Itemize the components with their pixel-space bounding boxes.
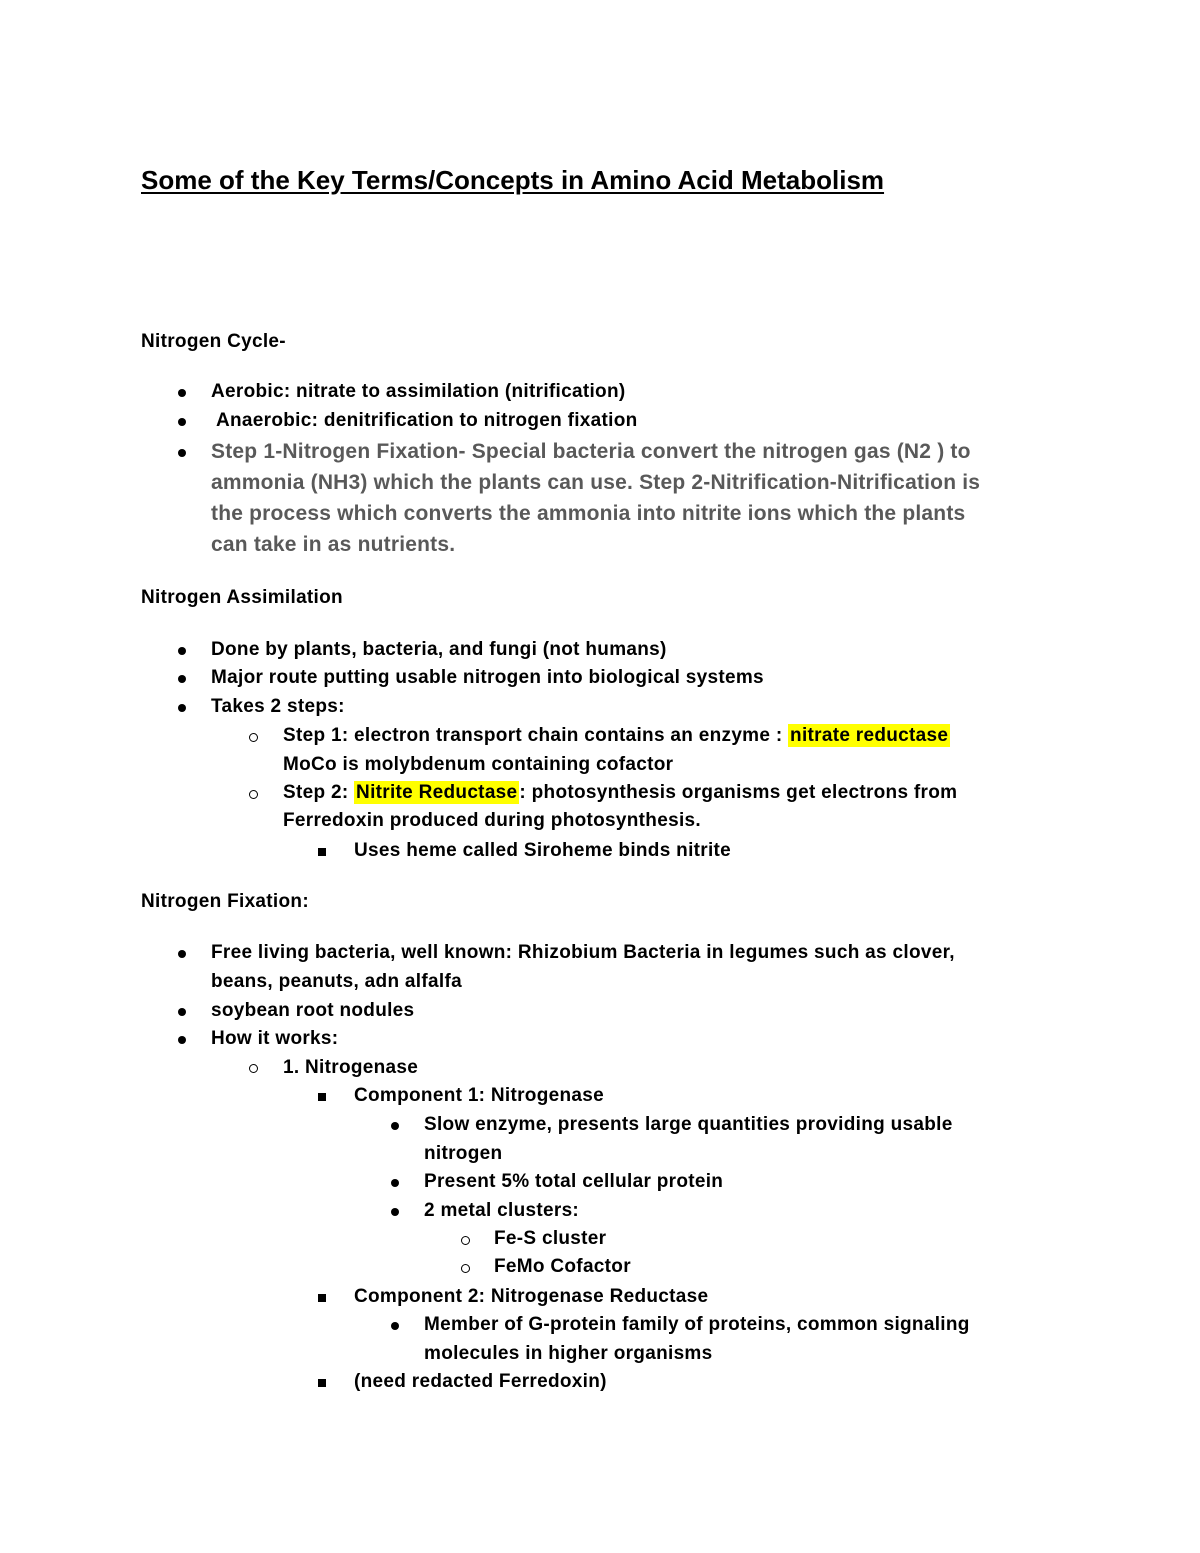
list-item-g-protein: Member of G-protein family of proteins, common signaling xyxy=(424,1314,970,1335)
list-item-component-2: Component 2: Nitrogenase Reductase xyxy=(354,1286,709,1307)
bullet-circle-icon xyxy=(249,733,258,742)
list-item-ferredoxin: (need redacted Ferredoxin) xyxy=(354,1371,607,1392)
list-item-slow-enzyme-line-2: nitrogen xyxy=(424,1143,503,1164)
list-item-major-route: Major route putting usable nitrogen into biological systems xyxy=(211,667,764,688)
list-item-step-1-line-2: MoCo is molybdenum containing cofactor xyxy=(283,754,674,775)
document-title: Some of the Key Terms/Concepts in Amino Acid Metabolism xyxy=(141,165,885,195)
list-item-present: Present 5% total cellular protein xyxy=(424,1171,724,1192)
list-item-g-protein-line-2: molecules in higher organisms xyxy=(424,1343,713,1364)
list-item-free-living-line-2: beans, peanuts, adn alfalfa xyxy=(211,971,462,992)
bullet-square-icon xyxy=(318,1294,326,1302)
list-item-step-line-2: ammonia (NH3) which the plants can use. Step 2-Nitrification-Nitrification is xyxy=(211,471,981,494)
heading-nitrogen-cycle: Nitrogen Cycle- xyxy=(141,331,286,352)
list-item-step-2 xyxy=(283,782,957,804)
heading-nitrogen-fixation: Nitrogen Fixation: xyxy=(141,891,309,912)
bullet-disc-icon xyxy=(391,1322,399,1330)
list-item-how-it-works: How it works: xyxy=(211,1028,339,1049)
bullet-disc-icon xyxy=(391,1179,399,1187)
bullet-square-icon xyxy=(318,848,326,856)
list-item-fe-s-cluster: Fe-S cluster xyxy=(494,1228,607,1249)
list-item-component-1: Component 1: Nitrogenase xyxy=(354,1085,604,1106)
list-item-step-2-line-2: Ferredoxin produced during photosynthesis. xyxy=(283,810,701,831)
list-item-nitrogenase: 1. Nitrogenase xyxy=(283,1057,419,1078)
list-item-aerobic: Aerobic: nitrate to assimilation (nitrification) xyxy=(211,381,626,402)
bullet-disc-icon xyxy=(178,1036,186,1044)
bullet-disc-icon xyxy=(391,1122,399,1130)
highlight-nitrite-reductase: Nitrite Reductase xyxy=(356,782,518,803)
list-item-step-line-3: the process which converts the ammonia into nitrite ions which the plants xyxy=(211,502,966,525)
bullet-disc-icon xyxy=(178,389,186,397)
heading-nitrogen-assimilation: Nitrogen Assimilation xyxy=(141,587,343,608)
step-1-text: Step 1: electron transport chain contains an enzyme : xyxy=(283,725,783,746)
list-item-step-1 xyxy=(283,725,950,747)
bullet-square-icon xyxy=(318,1379,326,1387)
bullet-disc-icon xyxy=(178,675,186,683)
highlight-nitrate-reductase: nitrate reductase xyxy=(790,725,949,746)
list-item-step-line-1: Step 1-Nitrogen Fixation- Special bacteria convert the nitrogen gas (N2 ) to xyxy=(211,440,971,463)
list-item-soybean: soybean root nodules xyxy=(211,1000,415,1021)
step-2-text: Step 2: xyxy=(283,782,349,803)
bullet-disc-icon xyxy=(178,704,186,712)
bullet-circle-icon xyxy=(249,790,258,799)
bullet-disc-icon xyxy=(178,418,186,426)
bullet-square-icon xyxy=(318,1093,326,1101)
bullet-disc-icon xyxy=(178,1008,186,1016)
list-item-femo-cofactor: FeMo Cofactor xyxy=(494,1256,631,1277)
bullet-circle-icon xyxy=(461,1236,470,1245)
bullet-disc-icon xyxy=(178,950,186,958)
list-item-slow-enzyme: Slow enzyme, presents large quantities providing usable xyxy=(424,1114,953,1135)
list-item-step-line-4: can take in as nutrients. xyxy=(211,533,456,556)
step-2-suffix: : photosynthesis organisms get electrons from xyxy=(519,782,958,803)
bullet-disc-icon xyxy=(391,1208,399,1216)
bullet-circle-icon xyxy=(249,1064,258,1073)
list-item-anaerobic: Anaerobic: denitrification to nitrogen fixation xyxy=(216,410,638,431)
bullet-circle-icon xyxy=(461,1264,470,1273)
list-item-takes-steps: Takes 2 steps: xyxy=(211,696,345,717)
bullet-disc-icon xyxy=(178,449,186,457)
list-item-metal-clusters: 2 metal clusters: xyxy=(424,1200,580,1221)
list-item-siroheme: Uses heme called Siroheme binds nitrite xyxy=(354,840,732,861)
list-item-done-by: Done by plants, bacteria, and fungi (not humans) xyxy=(211,639,667,660)
list-item-free-living: Free living bacteria, well known: Rhizobium Bacteria in legumes such as clover, xyxy=(211,942,955,963)
bullet-disc-icon xyxy=(178,647,186,655)
